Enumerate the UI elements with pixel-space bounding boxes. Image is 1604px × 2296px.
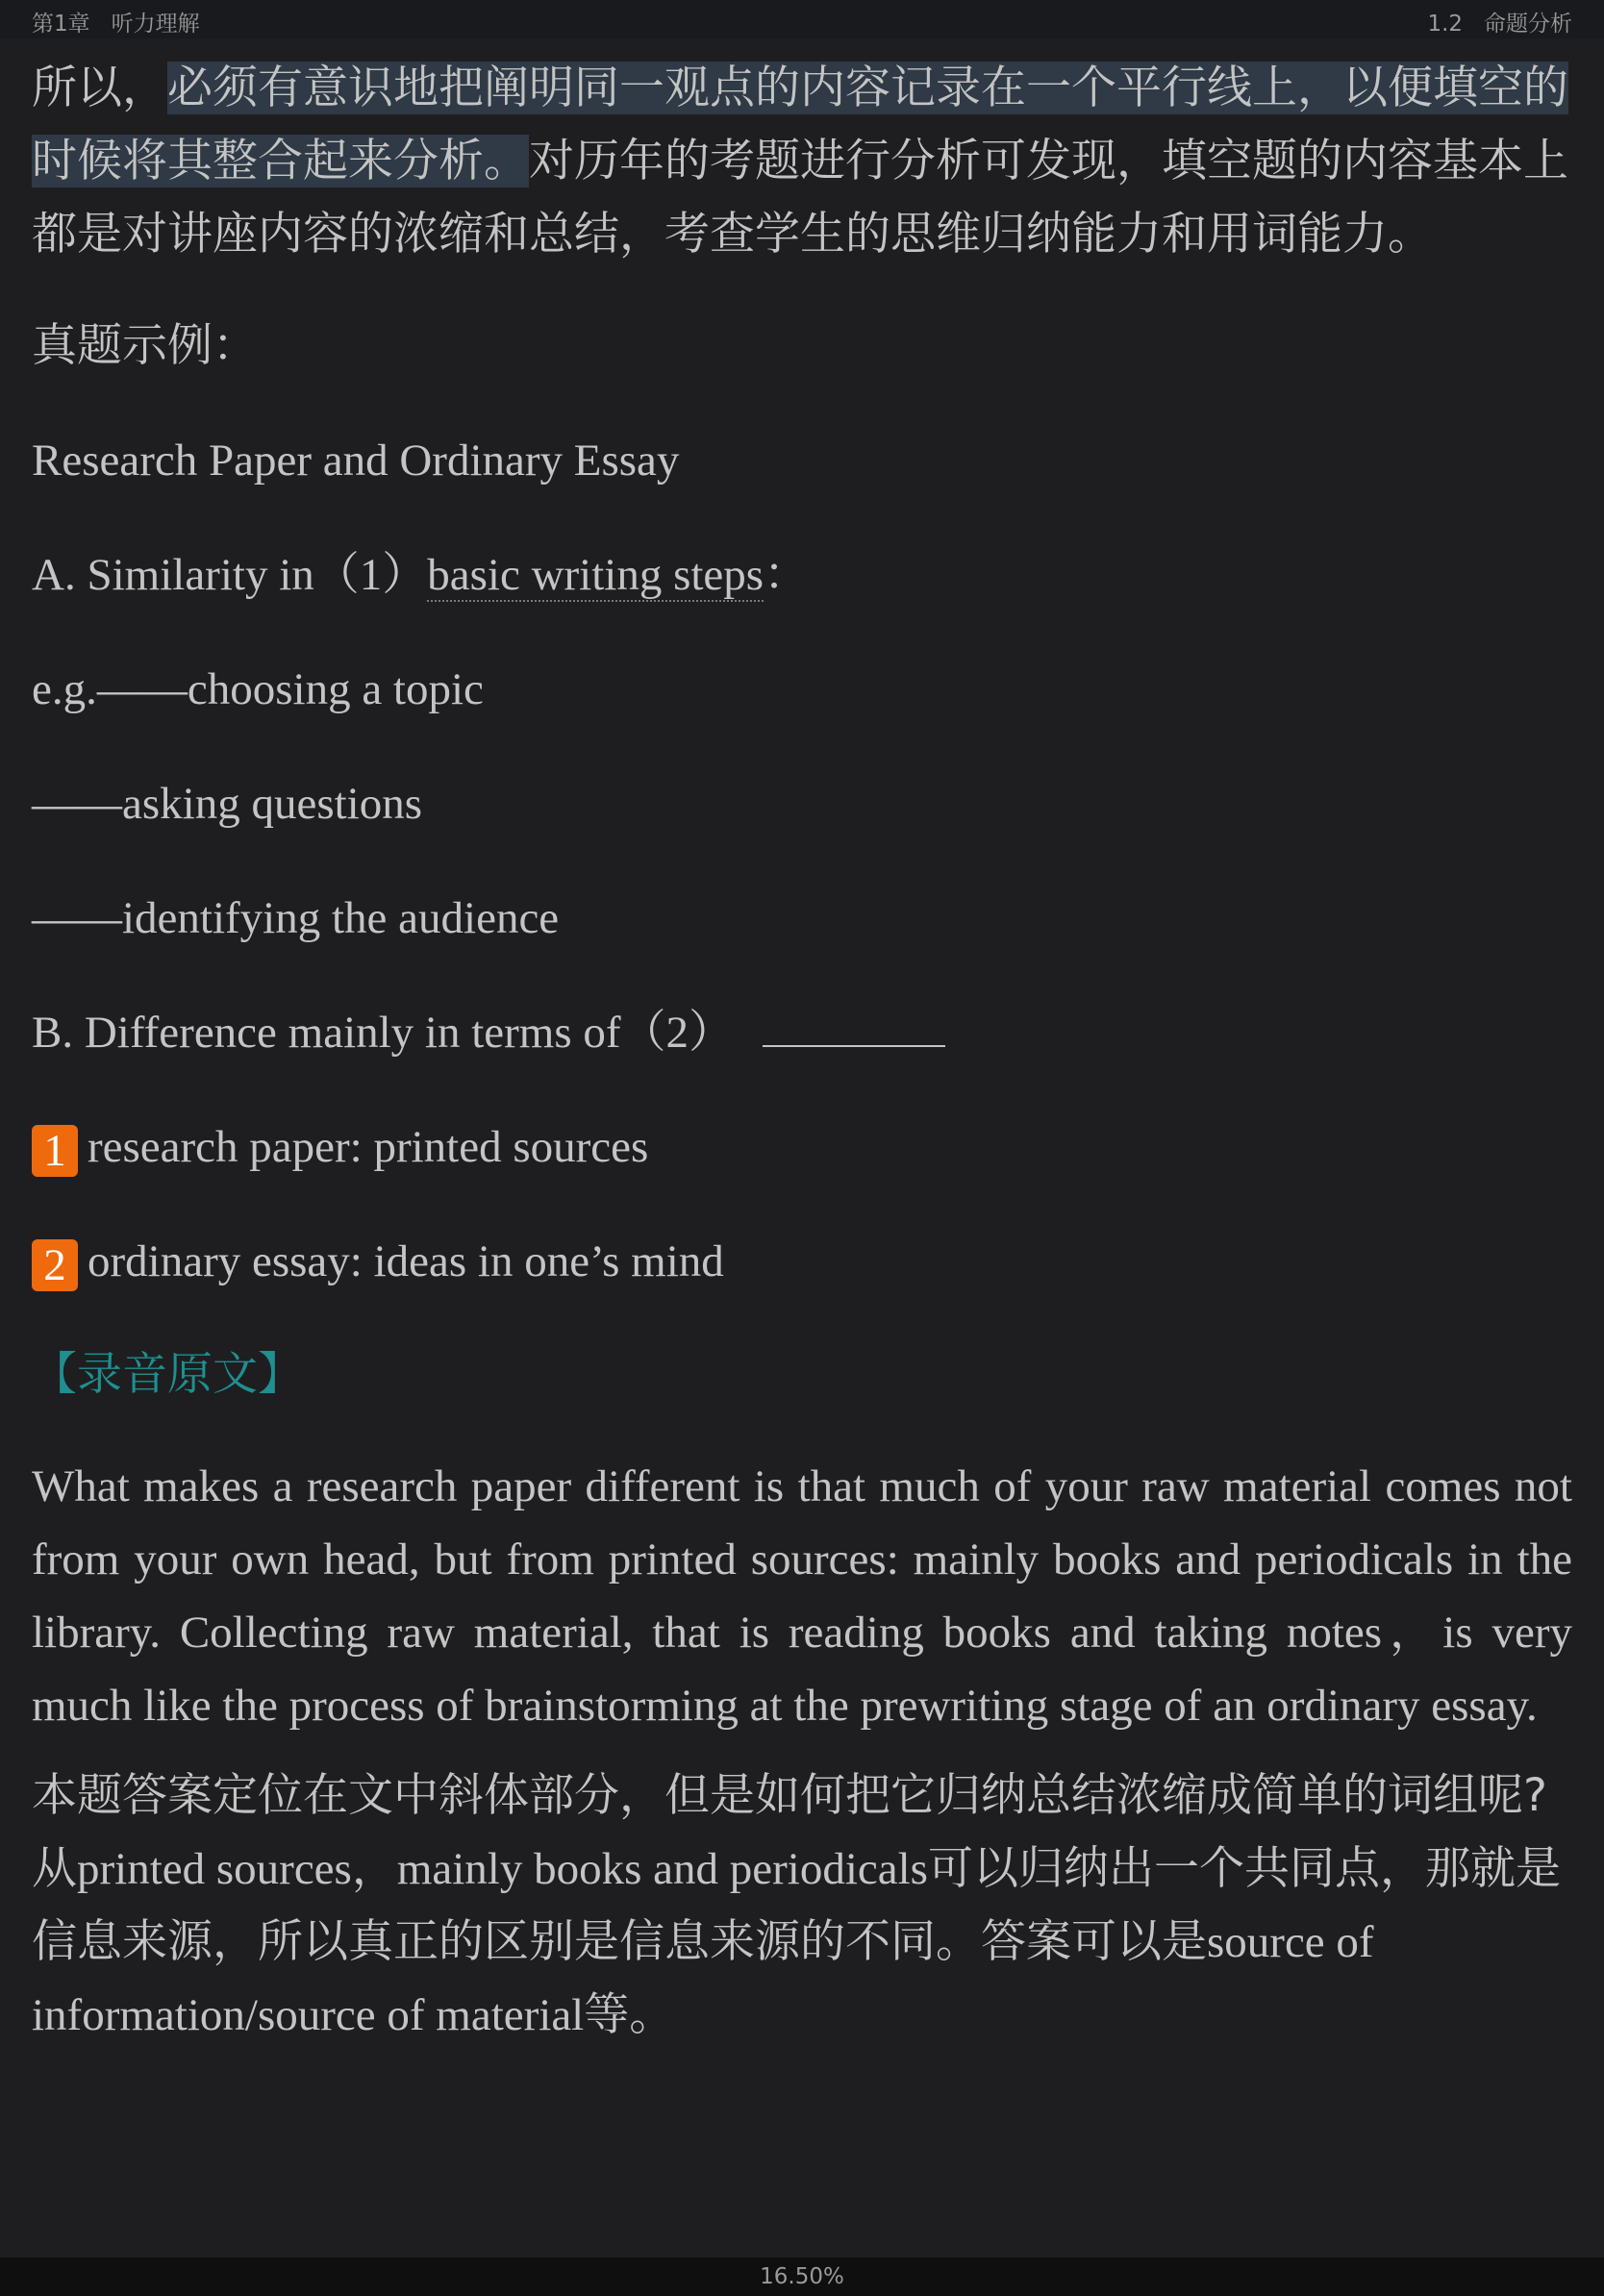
- transcript-heading: 【录音原文】: [32, 1348, 303, 1401]
- chapter-number: 第1章: [32, 12, 90, 37]
- line-a-suffix: ：: [764, 550, 810, 600]
- example-line-1: e.g.——choosing a topic: [32, 664, 484, 714]
- example-line-2: ——asking questions: [32, 779, 423, 829]
- list-item-2: [32, 1225, 1572, 1298]
- section-number: 1.2: [1427, 12, 1464, 37]
- line-b-text: B. Difference mainly in terms of（2）: [32, 1008, 735, 1058]
- list-item-1: [32, 1111, 1572, 1184]
- analysis-part-2: printed sources，mainly books and periodicals: [77, 1844, 928, 1894]
- highlighted-text[interactable]: 必须有意识地把阐明同一观点的内容记录在一个平行线上，以便填空的时候将其整合起来分析。: [32, 62, 1568, 187]
- line-b: [32, 996, 1572, 1069]
- analysis-part-4: source of information/source of material: [32, 1917, 1374, 2040]
- line-a-prefix: A. Similarity in（1）: [32, 550, 428, 600]
- analysis-part-5: 等。: [584, 1988, 675, 2041]
- line-a: [32, 538, 1572, 611]
- intro-prefix: 所以，: [32, 62, 167, 114]
- analysis-part-1: 本题答案定位在文中斜体部分，但是如何把它归纳总结浓缩成简单的词组呢?从: [32, 1769, 1547, 1895]
- analysis-part-3: 可以归纳出一个共同点，那就是信息来源，所以真正的区别是信息来源的不同。答案可以是: [32, 1842, 1561, 1968]
- intro-paragraph[interactable]: [32, 52, 1572, 271]
- line-a-answer: basic writing steps: [427, 550, 764, 600]
- intro-rest: 对历年的考题进行分析可发现，填空题的内容基本上都是对讲座内容的浓缩和总结，考查学生的思维归纳能力和用词能力。: [32, 135, 1568, 261]
- analysis-paragraph: [32, 1759, 1572, 2052]
- example-line-3: ——identifying the audience: [32, 893, 560, 943]
- answer-blank: [763, 1016, 945, 1047]
- footnote-badge-2[interactable]: 2: [32, 1239, 78, 1291]
- section-label: [1427, 6, 1572, 37]
- list-item-2-text: ordinary essay: ideas in one’s mind: [88, 1236, 724, 1286]
- reader-header: [0, 0, 1604, 38]
- chapter-title: 听力理解: [111, 12, 200, 37]
- list-item-1-text: research paper: printed sources: [88, 1122, 649, 1172]
- transcript-paragraph: What makes a research paper different is that much of your raw material comes not from your own head, but from printed sources: mainly books and periodicals in the library. Collecting raw material, that is reading books and taking notes，is very much like the process of brainstorming at the prewriting stage of an ordinary essay.: [32, 1461, 1572, 1731]
- page-content[interactable]: [32, 38, 1572, 2052]
- example-heading: 真题示例：: [32, 319, 258, 372]
- reading-progress: [0, 2258, 1604, 2296]
- lecture-title: Research Paper and Ordinary Essay: [32, 436, 680, 486]
- progress-percent: 16.50%: [760, 2264, 844, 2289]
- footnote-badge-1[interactable]: 1: [32, 1125, 78, 1177]
- section-title: 命题分析: [1484, 12, 1572, 37]
- chapter-label: [32, 6, 200, 37]
